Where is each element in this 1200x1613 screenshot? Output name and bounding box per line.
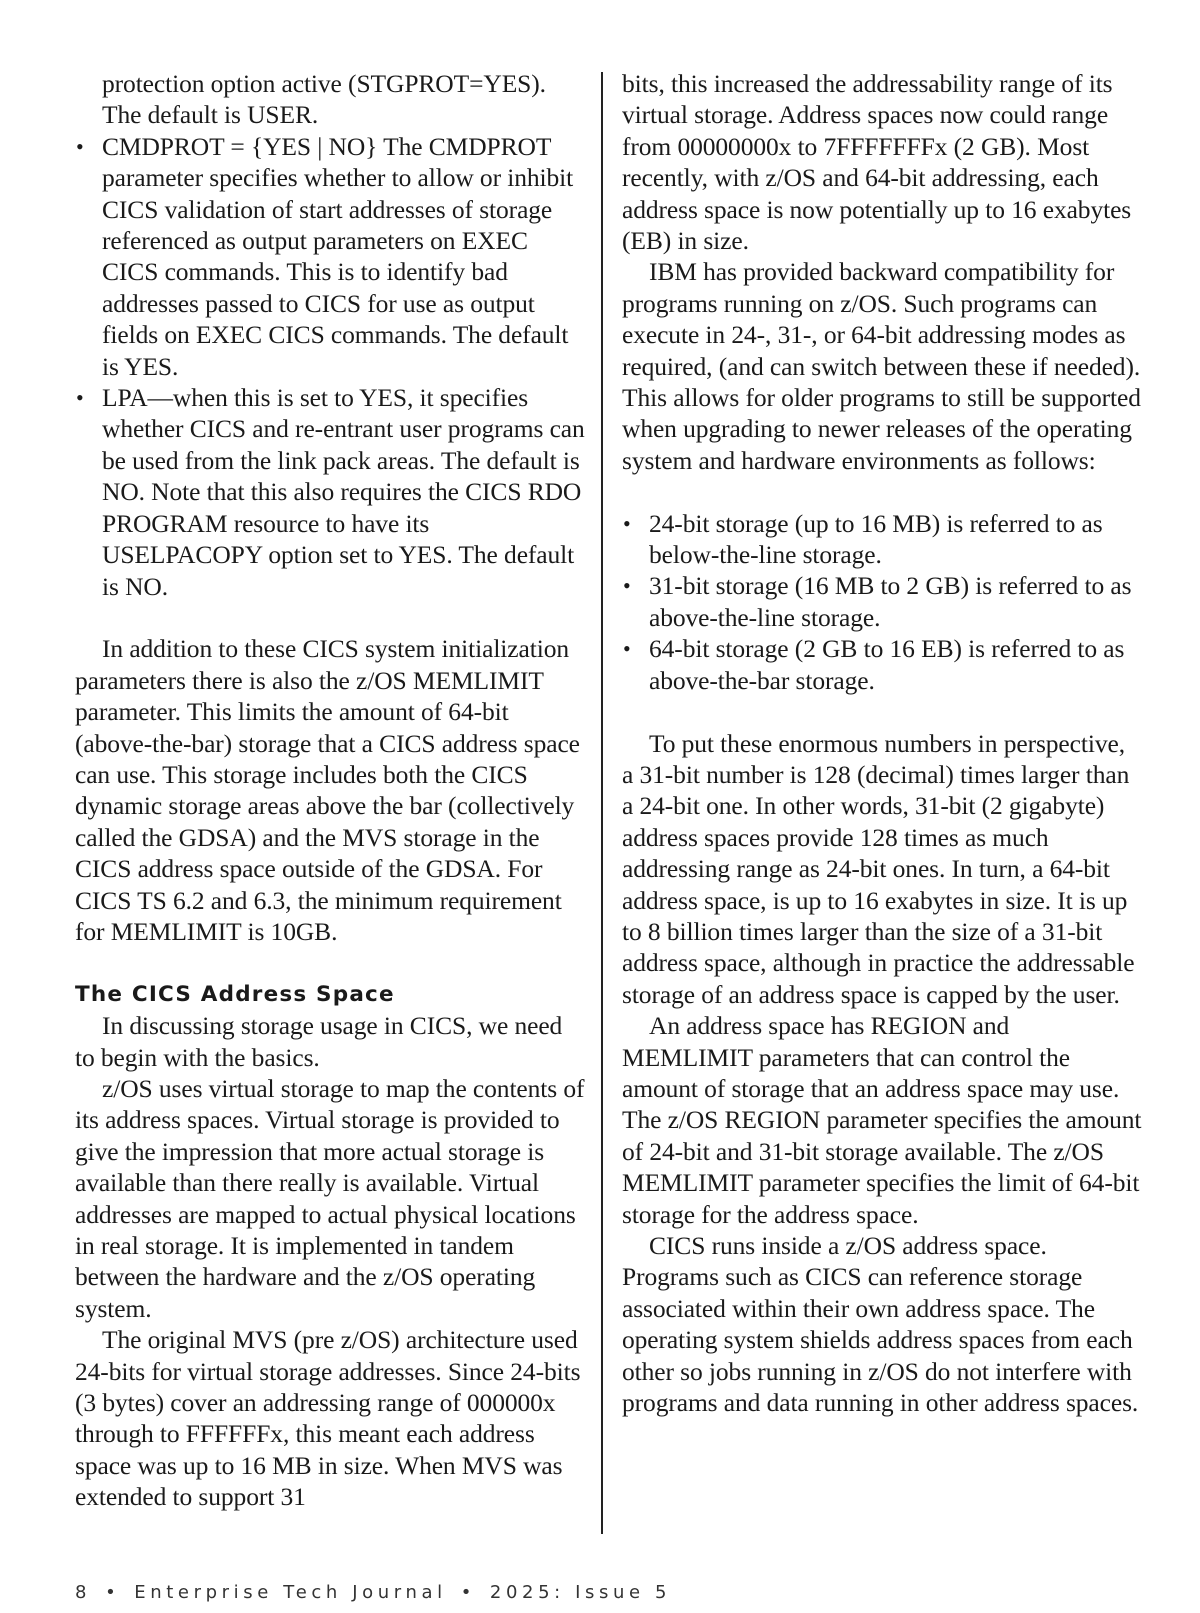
issue-label: 2025: Issue 5 <box>489 1582 672 1603</box>
section-paragraph: The original MVS (pre z/OS) architecture used 24-bits for virtual storage addresses. Since 24-bits (3 bytes) cover an addressing range of 000000x through to FFFFFFx, this meant each address space was up to 16 MB in size. When MVS was extended to support 31 <box>75 1325 581 1512</box>
footer-separator: • <box>460 1582 476 1603</box>
intro-continuation: protection option active (STGPROT=YES). The default is USER. <box>102 69 546 130</box>
page-footer <box>75 1582 671 1603</box>
right-column <box>622 68 1142 1418</box>
section-heading: The CICS Address Space <box>75 981 395 1007</box>
left-column <box>75 68 585 1513</box>
parameter-bullet-list <box>75 131 585 602</box>
section-paragraph: z/OS uses virtual storage to map the contents of its address spaces. Virtual storage is provided to give the impression that more actual storage is available than there really is available. Virtual addresses are mapped to actual physical locations in real storage. It is implemented in tandem between the hardware and the z/OS operating system. <box>75 1073 585 1323</box>
publication-name: Enterprise Tech Journal <box>134 1582 447 1603</box>
storage-bullet-list <box>622 508 1142 696</box>
memlimit-paragraph: In addition to these CICS system initialization parameters there is also the z/OS MEMLIMIT parameter. This limits the amount of 64-bit (above-the-bar) storage that a CICS address space can use. This storage includes both the CICS dynamic storage areas above the bar (collectively called the GDSA) and the MVS storage in the CICS address space outside of the GDSA. For CICS TS 6.2 and 6.3, the minimum requirement for MEMLIMIT is 10GB. <box>75 634 580 946</box>
body-paragraph: An address space has REGION and MEMLIMIT parameters that can control the amount of storage that an address space may use. The z/OS REGION parameter specifies the amount of 24-bit and 31-bit storage available. The z/OS MEMLIMIT parameter specifies the limit of 64-bit storage for the address space. <box>622 1011 1142 1229</box>
bullet-31bit: • 31-bit storage (16 MB to 2 GB) is referred to as above-the-line storage. <box>622 570 1142 633</box>
body-paragraph: CICS runs inside a z/OS address space. Programs such as CICS can reference storage associated within their own address space. The operating system shields address spaces from each other so jobs running in z/OS do not interfere with programs and data running in other address spaces. <box>622 1231 1139 1418</box>
bullet-24bit: • 24-bit storage (up to 16 MB) is referred to as below-the-line storage. <box>622 508 1142 571</box>
section-paragraph: In discussing storage usage in CICS, we need to begin with the basics. <box>75 1011 563 1072</box>
bullet-lpa: • LPA—when this is set to YES, it specifies whether CICS and re-entrant user programs can be used from the link pack areas. The default is NO. Note that this also requires the CICS RDO PROGRAM resource to have its USELPACOPY option set to YES. The default is NO. <box>75 382 585 602</box>
right-continuation: bits, this increased the addressability range of its virtual storage. Address spaces now could range from 00000000x to 7FFFFFFFx (2 GB). Most recently, with z/OS and 64-bit addressing, each address space is now potentially up to 16 exabytes (EB) in size. <box>622 69 1132 256</box>
footer-separator: • <box>105 1582 121 1603</box>
page-number: 8 <box>75 1582 92 1603</box>
column-divider <box>601 72 603 1534</box>
compat-paragraph: IBM has provided backward compatibility for programs running on z/OS. Such programs can execute in 24-, 31-, or 64-bit addressing modes as required, (and can switch between these if needed). This allows for older programs to still be supported when upgrading to newer releases of the operating system and hardware environments as follows: <box>622 257 1141 475</box>
bullet-cmdprot: • CMDPROT = {YES | NO} The CMDPROT parameter specifies whether to allow or inhibit CICS validation of start addresses of storage referenced as output parameters on EXEC CICS commands. This is to identify bad addresses passed to CICS for use as output fields on EXEC CICS commands. The default is YES. <box>75 131 585 382</box>
body-paragraph: To put these enormous numbers in perspective, a 31-bit number is 128 (decimal) times larger than a 24-bit one. In other words, 31-bit (2 gigabyte) address spaces provide 128 times as much addressing range as 24-bit ones. In turn, a 64-bit address space, is up to 16 exabytes in size. It is up to 8 billion times larger than the size of a 31-bit address space, although in practice the addressable storage of an address space is capped by the user. <box>622 728 1135 1009</box>
bullet-64bit: • 64-bit storage (2 GB to 16 EB) is referred to as above-the-bar storage. <box>622 633 1142 696</box>
